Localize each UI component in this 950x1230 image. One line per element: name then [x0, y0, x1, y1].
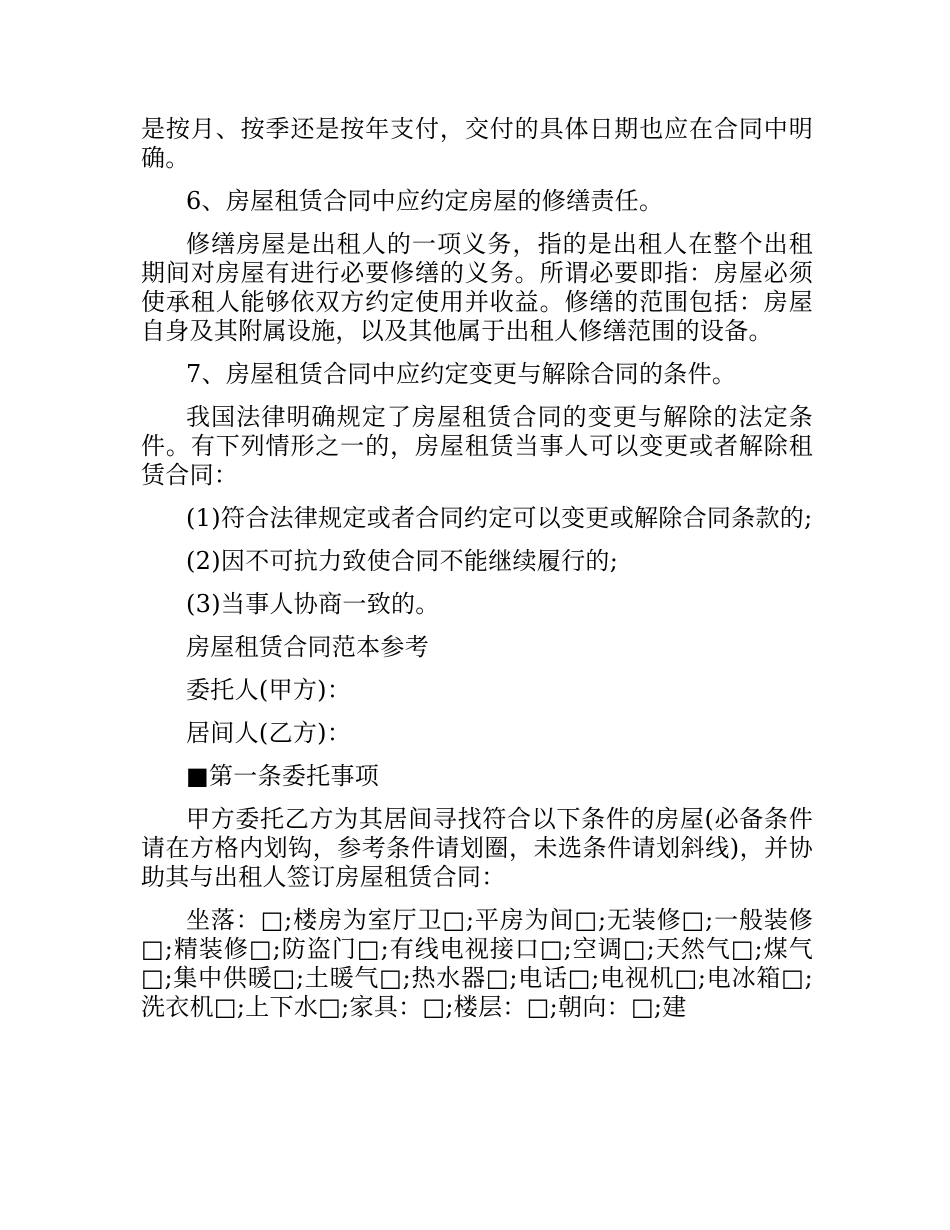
- paragraph-repair-duty: 修缮房屋是出租人的一项义务，指的是出租人在整个出租期间对房屋有进行必要修缮的义务。所谓必要即指：房屋必须使承租人能够依双方约定使用并收益。修缮的范围包括：房屋自身及其附属设施，以及其他属于出租人修缮范围的设备。: [141, 230, 813, 345]
- list-item-condition-2: (2)因不可抗力致使合同不能继续履行的;: [186, 547, 619, 575]
- party-b-label: 居间人(乙方)：: [186, 719, 352, 747]
- heading-change-termination: 7、房屋租赁合同中应约定变更与解除合同的条件。: [186, 360, 737, 388]
- article-1-heading: ■第一条委托事项: [186, 762, 380, 790]
- paragraph-legal-conditions: 我国法律明确规定了房屋租赁合同的变更与解除的法定条件。有下列情形之一的，房屋租赁当事人可以变更或者解除租赁合同：: [141, 403, 813, 489]
- document-page: [141, 115, 813, 1036]
- template-title: 房屋租赁合同范本参考: [186, 633, 429, 661]
- list-item-condition-1: (1)符合法律规定或者合同约定可以变更或解除合同条款的;: [186, 504, 813, 532]
- list-item-condition-3: (3)当事人协商一致的。: [186, 590, 440, 618]
- heading-repair-responsibility: 6、房屋租赁合同中应约定房屋的修缮责任。: [186, 187, 664, 215]
- party-a-label: 委托人(甲方)：: [186, 676, 352, 704]
- paragraph-commission: 甲方委托乙方为其居间寻找符合以下条件的房屋(必备条件请在方格内划钩，参考条件请划圈，未选条件请划斜线)，并协助其与出租人签订房屋租赁合同：: [141, 805, 813, 891]
- paragraph-payment-terms: 是按月、按季还是按年支付，交付的具体日期也应在合同中明确。: [141, 115, 813, 172]
- paragraph-house-conditions: 坐落：□;楼房为室厅卫□;平房为间□;无装修□;一般装修□;精装修□;防盗门□;有线电视接口□;空调□;天然气□;煤气□;集中供暖□;土暖气□;热水器□;电话□;电视机□;电冰箱□;洗衣机□;上下水□;家具：□;楼层：□;朝向：□;建: [141, 906, 813, 1021]
